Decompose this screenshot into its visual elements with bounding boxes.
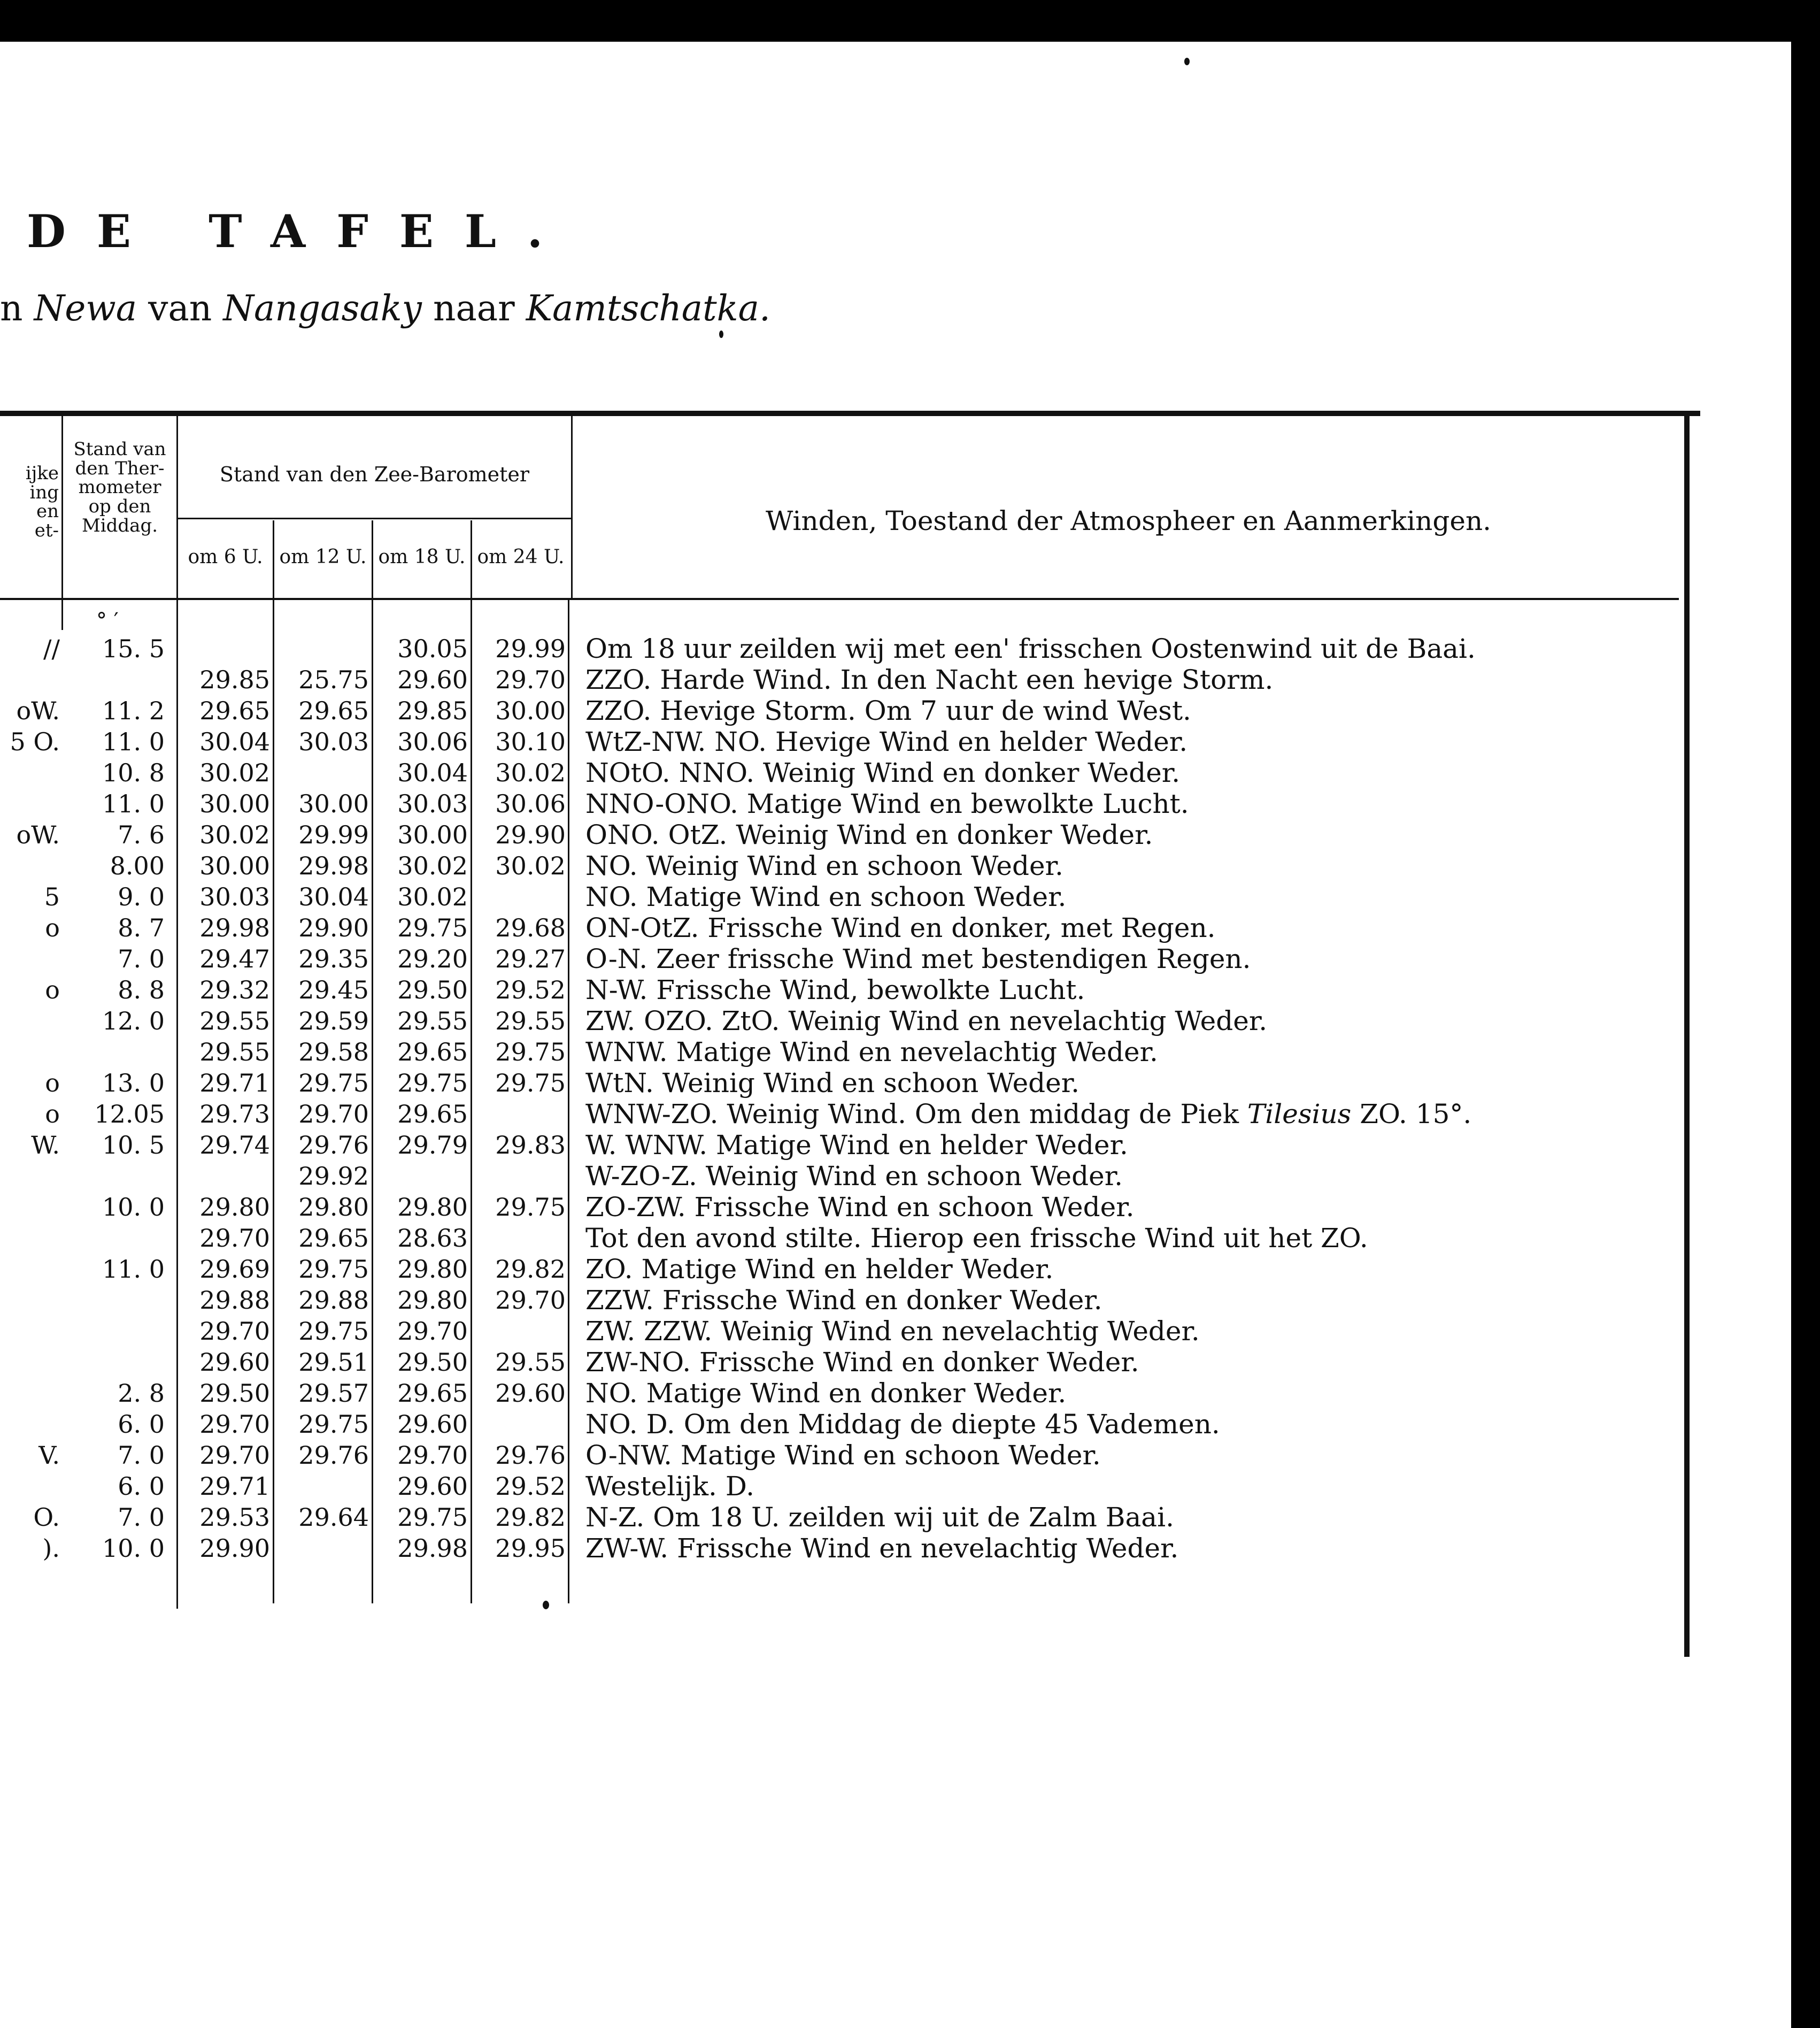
remark-main: WtN. Weinig Wind en schoon Weder. — [585, 1067, 1080, 1098]
piek-bearing: ZO. 15°. — [1351, 1098, 1472, 1130]
row-left-partial: o — [45, 1069, 60, 1097]
barometer-24u: 29.82 — [495, 1503, 566, 1532]
barometer-18u: 29.60 — [397, 1472, 468, 1501]
remark-text — [585, 726, 1187, 757]
barometer-18u: 29.79 — [397, 1131, 468, 1159]
subtitle-naar: naar — [421, 288, 526, 329]
piek-name: Tilesius — [1247, 1098, 1352, 1130]
col-rule-b12-body — [372, 598, 373, 1603]
barometer-24u: 29.75 — [495, 1069, 566, 1097]
remark-text — [585, 1471, 754, 1502]
barometer-6u: 29.73 — [199, 1100, 270, 1128]
barometer-6u: 29.74 — [199, 1131, 270, 1159]
barometer-6u: 30.04 — [199, 727, 270, 756]
row-left-partial: oW. — [16, 820, 60, 849]
remark-text — [585, 850, 1063, 881]
thermometer-value: 10. 8 — [102, 758, 165, 787]
remark-text — [585, 1161, 1123, 1192]
barometer-6u: 29.53 — [199, 1503, 270, 1532]
barometer-12u: 29.45 — [298, 975, 369, 1004]
remark-text — [585, 1067, 1079, 1098]
remark-text — [585, 974, 1085, 1005]
row-left-partial: o — [45, 1100, 60, 1128]
barometer-6u: 30.02 — [199, 820, 270, 849]
row-left-partial: W. — [31, 1131, 60, 1159]
barometer-18u: 29.80 — [397, 1255, 468, 1284]
col-rule-b18-body — [471, 598, 472, 1603]
remark-main: ZZO. Harde Wind. In den Nacht een hevige Storm. — [585, 664, 1274, 695]
remark-text — [585, 1409, 1220, 1440]
row-left-partial: 5 — [44, 882, 60, 911]
document-page — [0, 42, 1791, 2028]
header-thermometer: Stand van den Ther- mometer op den Middag. — [73, 439, 166, 536]
barometer-6u: 29.65 — [199, 696, 270, 725]
subtitle-prefix: n — [0, 288, 34, 329]
barometer-6u: 29.69 — [199, 1255, 270, 1284]
barometer-12u: 29.98 — [298, 851, 369, 880]
header-bar-12u: om 12 U. — [279, 546, 367, 568]
remark-main: ZZW. Frissche Wind en donker Weder. — [585, 1285, 1102, 1316]
thermometer-value: 6. 0 — [118, 1410, 165, 1439]
remark-text — [585, 788, 1189, 819]
barometer-24u: 29.68 — [495, 913, 566, 942]
barometer-18u: 29.80 — [397, 1286, 468, 1315]
barometer-24u: 29.75 — [495, 1038, 566, 1066]
thermometer-value: 11. 0 — [102, 789, 165, 818]
barometer-18u: 29.85 — [397, 696, 468, 725]
page-title: DE TAFEL. — [27, 205, 574, 258]
thermometer-value: 11. 2 — [102, 696, 165, 725]
barometer-6u: 29.98 — [199, 913, 270, 942]
subtitle-van: van — [137, 288, 223, 329]
barometer-6u: 29.90 — [199, 1534, 270, 1563]
barometer-18u: 29.60 — [397, 665, 468, 694]
barometer-18u: 30.05 — [397, 634, 468, 663]
barometer-12u: 29.75 — [298, 1255, 369, 1284]
thermometer-value: 6. 0 — [118, 1472, 165, 1501]
barometer-18u: 29.80 — [397, 1193, 468, 1222]
barometer-24u: 29.27 — [495, 944, 566, 973]
remark-main: NO. Weinig Wind en schoon Weder. — [585, 850, 1063, 881]
barometer-subheader-rule — [178, 518, 571, 519]
barometer-18u: 30.02 — [397, 882, 468, 911]
barometer-12u: 29.59 — [298, 1007, 369, 1035]
barometer-6u: 29.47 — [199, 944, 270, 973]
remark-main: Tot den avond stilte. Hierop een frissche Wind uit het ZO. — [585, 1223, 1368, 1254]
barometer-18u: 29.50 — [397, 1348, 468, 1377]
barometer-18u: 29.65 — [397, 1100, 468, 1128]
barometer-12u: 30.03 — [298, 727, 369, 756]
remark-main: ZW-W. Frissche Wind en nevelachtig Weder. — [585, 1533, 1179, 1564]
barometer-12u: 29.75 — [298, 1410, 369, 1439]
barometer-18u: 30.03 — [397, 789, 468, 818]
remark-main: NO. D. Om den Middag de diepte 45 Vademen. — [585, 1409, 1220, 1440]
remark-text — [585, 1223, 1368, 1254]
barometer-12u: 29.51 — [298, 1348, 369, 1377]
barometer-18u: 29.70 — [397, 1441, 468, 1470]
thermometer-value: 15. 5 — [102, 634, 165, 663]
barometer-6u: 29.85 — [199, 665, 270, 694]
barometer-18u: 30.02 — [397, 851, 468, 880]
thermometer-value: 10. 5 — [102, 1131, 165, 1159]
barometer-6u: 29.70 — [199, 1224, 270, 1253]
barometer-24u: 29.52 — [495, 1472, 566, 1501]
remark-text — [585, 1098, 1471, 1130]
barometer-18u: 29.60 — [397, 1410, 468, 1439]
barometer-24u: 30.02 — [495, 758, 566, 787]
barometer-6u: 30.03 — [199, 882, 270, 911]
remark-text — [585, 1130, 1128, 1161]
remark-main: Westelijk. D. — [585, 1471, 755, 1502]
barometer-12u: 29.92 — [298, 1162, 369, 1190]
barometer-18u: 29.75 — [397, 1503, 468, 1532]
header-bar-18u: om 18 U. — [378, 546, 466, 568]
barometer-12u: 29.88 — [298, 1286, 369, 1315]
barometer-12u: 29.76 — [298, 1131, 369, 1159]
scan-speck — [719, 331, 723, 338]
ship-name: Newa — [34, 288, 137, 329]
barometer-12u: 29.90 — [298, 913, 369, 942]
origin-port: Nangasaky — [223, 288, 422, 329]
barometer-12u: 29.80 — [298, 1193, 369, 1222]
remark-main: ZO-ZW. Frissche Wind en schoon Weder. — [585, 1192, 1135, 1223]
row-left-partial: // — [43, 634, 60, 663]
barometer-6u: 29.71 — [199, 1069, 270, 1097]
remark-main: NO. Matige Wind en schoon Weder. — [585, 881, 1067, 912]
barometer-12u: 30.04 — [298, 882, 369, 911]
barometer-24u: 29.70 — [495, 665, 566, 694]
scan-speck — [1184, 58, 1190, 65]
remark-text — [585, 943, 1251, 974]
scan-speck — [543, 1601, 549, 1609]
remark-text — [585, 1347, 1139, 1378]
barometer-6u: 30.02 — [199, 758, 270, 787]
remark-text — [585, 912, 1216, 943]
header-remarks: Winden, Toestand der Atmospheer en Aanmerkingen. — [765, 505, 1492, 536]
remark-main: ZW-NO. Frissche Wind en donker Weder. — [585, 1347, 1139, 1378]
thermometer-value: 8. 7 — [118, 913, 165, 942]
barometer-18u: 30.00 — [397, 820, 468, 849]
thermometer-value: 8.00 — [110, 851, 165, 880]
barometer-24u: 30.02 — [495, 851, 566, 880]
barometer-24u: 30.00 — [495, 696, 566, 725]
row-left-partial: oW. — [16, 696, 60, 725]
remark-text — [585, 819, 1153, 850]
scan-top-border — [0, 0, 1820, 42]
remark-main: O-N. Zeer frissche Wind met bestendigen Regen. — [585, 943, 1251, 974]
barometer-6u: 30.00 — [199, 789, 270, 818]
barometer-18u: 29.50 — [397, 975, 468, 1004]
remark-main: ZW. ZZW. Weinig Wind en nevelachtig Weder. — [585, 1316, 1200, 1347]
barometer-12u: 29.58 — [298, 1038, 369, 1066]
remark-main: ONO. OtZ. Weinig Wind en donker Weder. — [585, 819, 1153, 850]
barometer-24u: 29.90 — [495, 820, 566, 849]
destination-port: Kamtschatka. — [526, 288, 770, 329]
barometer-12u: 29.75 — [298, 1317, 369, 1346]
barometer-24u: 30.10 — [495, 727, 566, 756]
remark-text — [585, 757, 1180, 788]
thermometer-value: 7. 0 — [118, 944, 165, 973]
row-left-partial: O. — [33, 1503, 60, 1532]
barometer-6u: 29.32 — [199, 975, 270, 1004]
remark-text — [585, 633, 1476, 664]
barometer-24u: 29.70 — [495, 1286, 566, 1315]
barometer-6u: 29.70 — [199, 1317, 270, 1346]
barometer-24u: 29.99 — [495, 634, 566, 663]
barometer-24u: 29.82 — [495, 1255, 566, 1284]
barometer-24u: 29.83 — [495, 1131, 566, 1159]
remark-main: ZO. Matige Wind en helder Weder. — [585, 1254, 1054, 1285]
barometer-6u: 29.71 — [199, 1472, 270, 1501]
row-left-partial: V. — [38, 1441, 60, 1470]
header-left-partial: ijke ing en et- — [25, 463, 59, 542]
table-top-rule — [0, 411, 1700, 416]
remark-text — [585, 1502, 1174, 1533]
remark-main: ZW. OZO. ZtO. Weinig Wind en nevelachtig Weder. — [585, 1005, 1268, 1036]
barometer-12u: 29.57 — [298, 1379, 369, 1408]
header-bar-6u: om 6 U. — [188, 546, 263, 568]
barometer-12u: 29.75 — [298, 1069, 369, 1097]
remark-text — [585, 881, 1066, 912]
barometer-6u: 29.55 — [199, 1038, 270, 1066]
remark-text — [585, 1533, 1178, 1564]
remark-main: W. WNW. Matige Wind en helder Weder. — [585, 1130, 1128, 1161]
col-rule-b24-body — [568, 598, 569, 1603]
row-left-partial: ). — [42, 1534, 60, 1563]
remark-main: NOtO. NNO. Weinig Wind en donker Weder. — [585, 757, 1181, 788]
barometer-12u: 29.76 — [298, 1441, 369, 1470]
barometer-24u: 29.75 — [495, 1193, 566, 1222]
barometer-12u: 29.99 — [298, 820, 369, 849]
remark-main: WNW. Matige Wind en nevelachtig Weder. — [585, 1036, 1158, 1067]
row-left-partial: o — [45, 975, 60, 1004]
barometer-18u: 28.63 — [397, 1224, 468, 1253]
barometer-12u: 29.64 — [298, 1503, 369, 1532]
barometer-18u: 29.20 — [397, 944, 468, 973]
remark-main: N-W. Frissche Wind, bewolkte Lucht. — [585, 974, 1085, 1005]
barometer-6u: 29.70 — [199, 1441, 270, 1470]
barometer-24u: 29.55 — [495, 1348, 566, 1377]
barometer-6u: 29.50 — [199, 1379, 270, 1408]
thermometer-value: 12.05 — [94, 1100, 165, 1128]
barometer-12u: 29.70 — [298, 1100, 369, 1128]
barometer-6u: 29.55 — [199, 1007, 270, 1035]
thermometer-value: 7. 0 — [118, 1503, 165, 1532]
remark-text — [585, 1254, 1053, 1285]
barometer-6u: 30.00 — [199, 851, 270, 880]
thermometer-value: 7. 0 — [118, 1441, 165, 1470]
barometer-18u: 29.75 — [397, 1069, 468, 1097]
thermometer-units: ° ′ — [96, 609, 119, 633]
remark-text — [585, 1378, 1066, 1409]
remark-main: ON-OtZ. Frissche Wind en donker, met Regen. — [585, 912, 1216, 943]
remark-main: Om 18 uur zeilden wij met een' frisschen Oostenwind uit de Baai. — [585, 633, 1476, 664]
barometer-24u: 29.52 — [495, 975, 566, 1004]
barometer-18u: 29.75 — [397, 913, 468, 942]
remark-text — [585, 1192, 1135, 1223]
barometer-12u: 29.65 — [298, 696, 369, 725]
barometer-24u: 29.95 — [495, 1534, 566, 1563]
barometer-6u: 29.88 — [199, 1286, 270, 1315]
remark-text — [585, 1440, 1101, 1471]
barometer-18u: 30.04 — [397, 758, 468, 787]
thermometer-value: 11. 0 — [102, 727, 165, 756]
thermometer-value: 11. 0 — [102, 1255, 165, 1284]
thermometer-value: 7. 6 — [118, 820, 165, 849]
barometer-6u: 29.60 — [199, 1348, 270, 1377]
thermometer-value: 9. 0 — [118, 882, 165, 911]
barometer-18u: 29.98 — [397, 1534, 468, 1563]
barometer-18u: 29.65 — [397, 1038, 468, 1066]
remark-main: ZZO. Hevige Storm. Om 7 uur de wind West. — [585, 695, 1191, 726]
remark-text — [585, 1036, 1158, 1067]
header-bar-24u: om 24 U. — [477, 546, 565, 568]
page-subtitle — [0, 288, 770, 329]
row-left-partial: 5 O. — [10, 727, 60, 756]
barometer-6u: 29.80 — [199, 1193, 270, 1222]
thermometer-value: 2. 8 — [118, 1379, 165, 1408]
remark-text — [585, 1005, 1267, 1036]
barometer-12u: 29.35 — [298, 944, 369, 973]
col-rule-thermometer — [176, 416, 178, 1609]
remark-main: WNW-ZO. Weinig Wind. Om den middag de Piek — [585, 1098, 1247, 1130]
remark-main: NO. Matige Wind en donker Weder. — [585, 1378, 1067, 1409]
remark-text — [585, 1316, 1200, 1347]
row-left-partial: o — [45, 913, 60, 942]
remark-main: O-NW. Matige Wind en schoon Weder. — [585, 1440, 1101, 1471]
header-barometer: Stand van den Zee-Barometer — [219, 463, 530, 486]
thermometer-value: 8. 8 — [118, 975, 165, 1004]
barometer-24u: 30.06 — [495, 789, 566, 818]
barometer-12u: 30.00 — [298, 789, 369, 818]
table-right-rule — [1684, 416, 1690, 1657]
barometer-24u: 29.60 — [495, 1379, 566, 1408]
col-rule-b6-body — [273, 598, 274, 1603]
barometer-18u: 30.06 — [397, 727, 468, 756]
thermometer-value: 10. 0 — [102, 1534, 165, 1563]
remark-main: WtZ-NW. NO. Hevige Wind en helder Weder. — [585, 726, 1188, 757]
remark-main: W-ZO-Z. Weinig Wind en schoon Weder. — [585, 1161, 1123, 1192]
thermometer-value: 12. 0 — [102, 1007, 165, 1035]
remark-text — [585, 664, 1273, 695]
remark-main: NNO-ONO. Matige Wind en bewolkte Lucht. — [585, 788, 1189, 819]
barometer-18u: 29.70 — [397, 1317, 468, 1346]
barometer-6u: 29.70 — [199, 1410, 270, 1439]
barometer-12u: 29.65 — [298, 1224, 369, 1253]
barometer-24u: 29.55 — [495, 1007, 566, 1035]
remark-text — [585, 695, 1191, 726]
barometer-18u: 29.55 — [397, 1007, 468, 1035]
barometer-18u: 29.65 — [397, 1379, 468, 1408]
thermometer-value: 13. 0 — [102, 1069, 165, 1097]
remark-main: N-Z. Om 18 U. zeilden wij uit de Zalm Baai. — [585, 1502, 1175, 1533]
barometer-12u: 25.75 — [298, 665, 369, 694]
remark-text — [585, 1285, 1102, 1316]
thermometer-value: 10. 0 — [102, 1193, 165, 1222]
table-header-bottom-rule — [0, 598, 1679, 600]
barometer-24u: 29.76 — [495, 1441, 566, 1470]
